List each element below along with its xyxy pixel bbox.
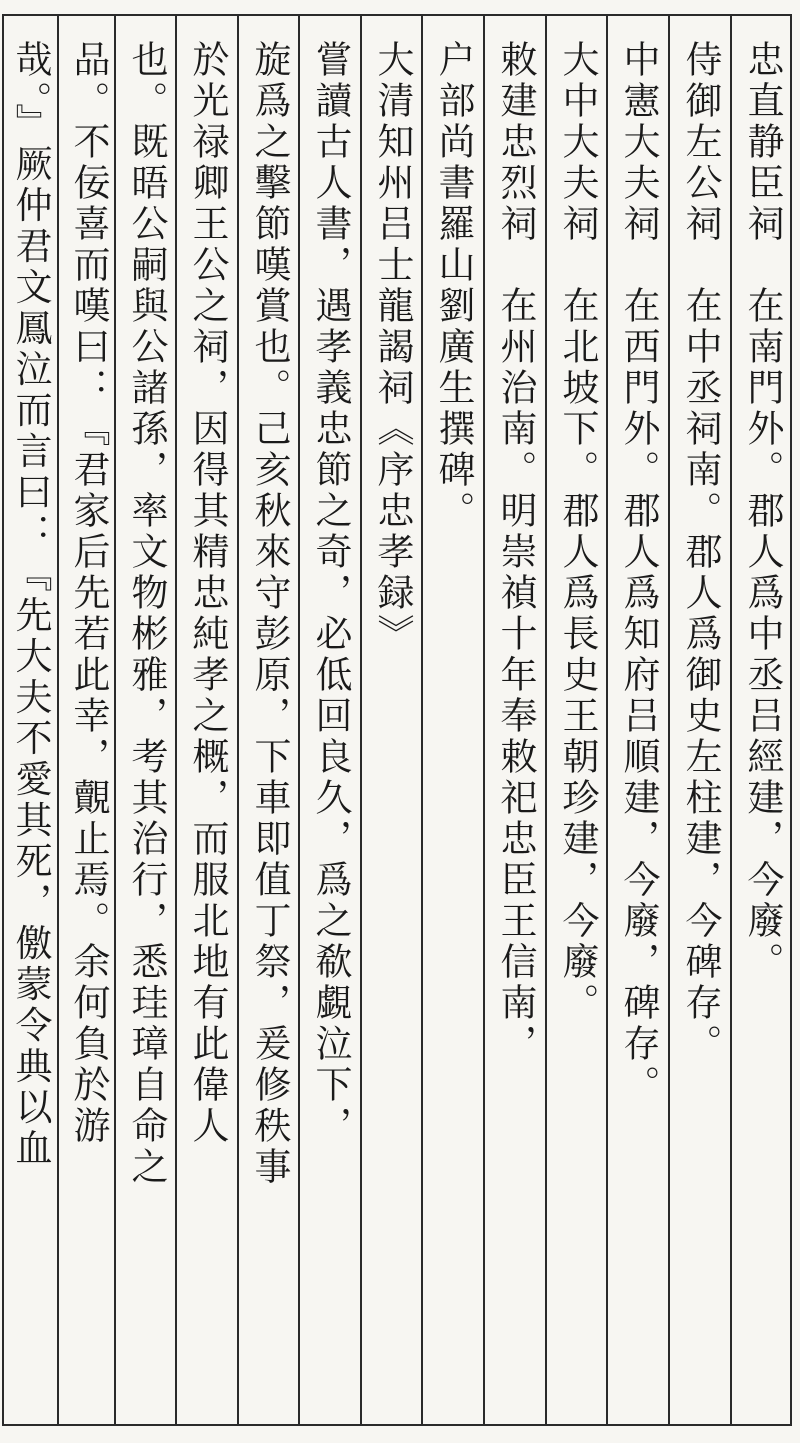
text-column: 忠直静臣祠 在南門外。郡人爲中丞吕經建，今廢。 — [741, 40, 784, 983]
column-rule — [668, 14, 670, 1426]
text-column: 户部尚書羅山劉廣生撰碑。 — [432, 40, 475, 532]
column-rule — [545, 14, 547, 1426]
text-column: 於光禄卿王公之祠，因得其精忠純孝之概，而服北地有此偉人 — [186, 40, 229, 1147]
column-rule — [237, 14, 239, 1426]
column-rule — [483, 14, 485, 1426]
text-column: 大清知州吕士龍謁祠《序忠孝録》 — [371, 40, 414, 655]
column-rule — [606, 14, 608, 1426]
text-column: 哉。』厥仲君文鳳泣而言曰：『先大夫不愛其死，儌蒙令典以血 — [9, 40, 52, 1170]
text-column: 旋爲之擊節嘆賞也。己亥秋來守彭原，下車即值丁祭，爰修秩事 — [248, 40, 291, 1188]
text-column: 大中大夫祠 在北坡下。郡人爲長史王朝珍建，今廢。 — [556, 40, 599, 1024]
text-column: 品。不佞喜而嘆曰：『君家后先若此幸，覿止焉。余何負於游 — [67, 40, 110, 1147]
text-column: 侍御左公祠 在中丞祠南。郡人爲御史左柱建，今碑存。 — [679, 40, 722, 1065]
column-rule — [421, 14, 423, 1426]
text-column: 嘗讀古人書，遇孝義忠節之奇，必低回良久，爲之欷覷泣下， — [309, 40, 352, 1147]
column-rule — [360, 14, 362, 1426]
column-rule — [730, 14, 732, 1426]
column-rule — [298, 14, 300, 1426]
text-column: 中憲大夫祠 在西門外。郡人爲知府吕順建，今廢，碑存。 — [617, 40, 660, 1106]
text-column: 敕建忠烈祠 在州治南。明崇禎十年奉敕祀忠臣王信南， — [494, 40, 537, 1065]
text-column: 也。既晤公嗣與公諸孫，率文物彬雅，考其治行，悉珪璋自命之 — [125, 40, 168, 1188]
column-rule — [175, 14, 177, 1426]
